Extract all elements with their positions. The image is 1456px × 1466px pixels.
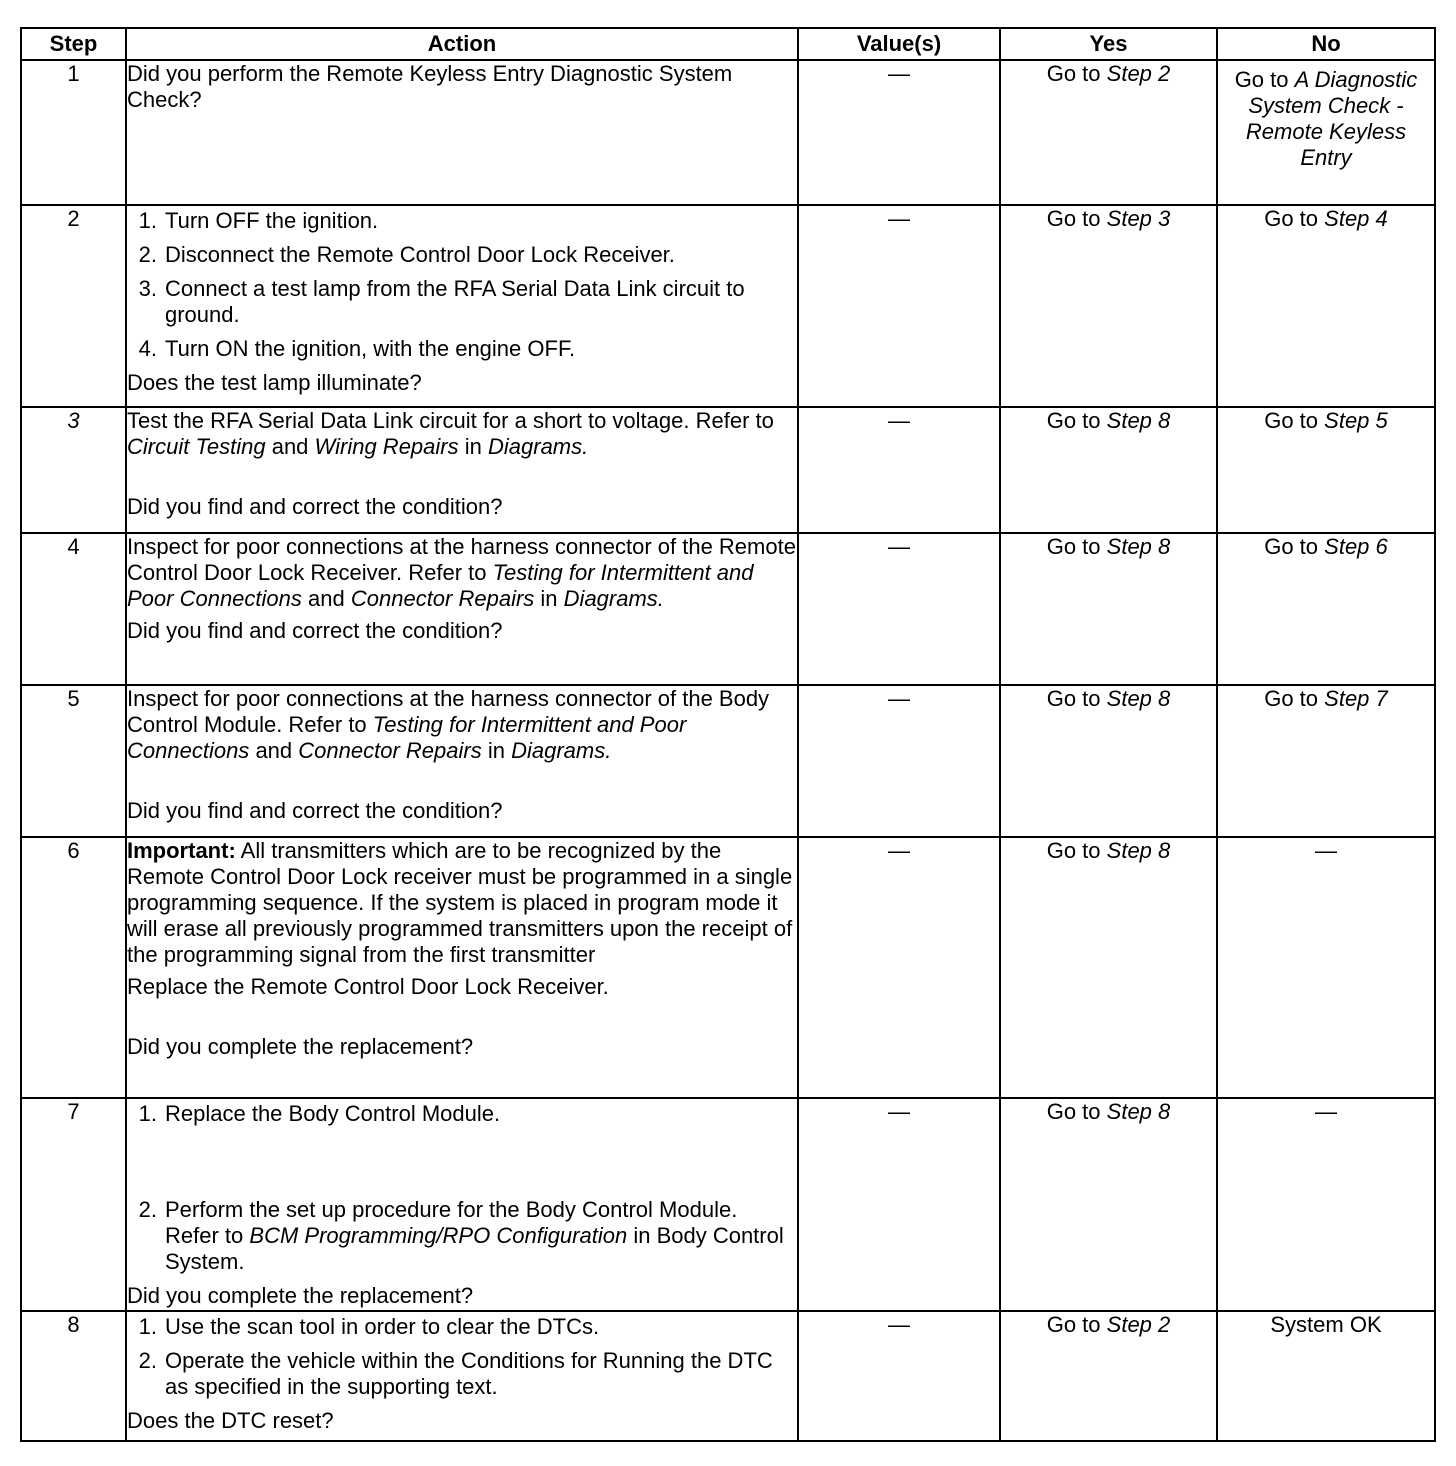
header-step: Step [21, 28, 126, 60]
value-cell: — [798, 60, 1000, 205]
yes-step-link[interactable]: Step 3 [1106, 206, 1171, 231]
yes-cell: Go to Step 2 [1000, 60, 1217, 205]
table-row [21, 60, 1435, 205]
action-cell [126, 60, 798, 205]
action-steps-list [127, 1314, 797, 1400]
action-question: Did you find and correct the condition? [127, 494, 503, 519]
table-row [21, 837, 1435, 1098]
value-cell: — [798, 1311, 1000, 1441]
action-question: Does the DTC reset? [127, 1408, 334, 1433]
action-cell [126, 205, 798, 407]
action-cell: Inspect for poor connections at the harness connector of the Remote Control Door Lock Receiver. Refer to Testing for Intermittent and Poor Connections and Connector Repairs in Diagrams. Did you find and correct the condition? [126, 533, 798, 685]
step-number: 5 [21, 685, 126, 837]
no-cell: Go to Step 4 [1217, 205, 1435, 407]
action-question: Did you complete the replacement? [127, 1034, 474, 1059]
value-cell: — [798, 407, 1000, 533]
action-question: Did you find and correct the condition? [127, 798, 503, 823]
diagnostic-table [20, 27, 1436, 1442]
no-step-link[interactable]: Step 6 [1324, 534, 1388, 559]
list-item: 2. Disconnect the Remote Control Door Lock Receiver. [138, 242, 675, 267]
value-cell: — [798, 685, 1000, 837]
yes-step-link[interactable]: Step 8 [1106, 534, 1171, 559]
header-yes: Yes [1000, 28, 1217, 60]
no-step-link[interactable]: A Diagnostic System Check - Remote Keyless Entry [1245, 67, 1418, 170]
no-cell: System OK [1217, 1311, 1435, 1441]
no-cell: Go to A Diagnostic System Check - Remote Keyless Entry [1217, 60, 1435, 205]
list-item: 4. Turn ON the ignition, with the engine OFF. [138, 336, 576, 361]
yes-cell: Go to Step 2 [1000, 1311, 1217, 1441]
step-number: 6 [21, 837, 126, 1098]
action-steps-list [127, 208, 797, 362]
yes-step-link[interactable]: Step 2 [1106, 1312, 1171, 1337]
table-row [21, 685, 1435, 837]
action-question: Does the test lamp illuminate? [127, 370, 422, 395]
value-cell: — [798, 205, 1000, 407]
step-number: 1 [21, 60, 126, 205]
list-item: 2. Operate the vehicle within the Conditions for Running the DTC as specified in the supporting text. [138, 1348, 773, 1399]
list-item: 2. Perform the set up procedure for the Body Control Module. Refer to BCM Programming/RPO Configuration in Body Control System. [138, 1197, 784, 1274]
action-cell: Inspect for poor connections at the harness connector of the Body Control Module. Refer to Testing for Intermittent and Poor Connections and Connector Repairs in Diagrams. Did you find and correct the condition? [126, 685, 798, 837]
value-cell: — [798, 533, 1000, 685]
header-row [21, 28, 1435, 60]
table-row [21, 205, 1435, 407]
header-no: No [1217, 28, 1435, 60]
step-number: 2 [21, 205, 126, 407]
yes-cell: Go to Step 8 [1000, 837, 1217, 1098]
yes-cell: Go to Step 8 [1000, 685, 1217, 837]
table-row [21, 1311, 1435, 1441]
action-cell [126, 837, 798, 1098]
table-row [21, 533, 1435, 685]
yes-step-link[interactable]: Step 8 [1106, 686, 1171, 711]
no-cell: — [1217, 1098, 1435, 1311]
list-item: 1. Use the scan tool in order to clear the DTCs. [138, 1314, 600, 1339]
yes-step-link[interactable]: Step 8 [1106, 1099, 1171, 1124]
value-cell: — [798, 837, 1000, 1098]
action-question: Did you complete the replacement? [127, 1283, 474, 1308]
table-row [21, 407, 1435, 533]
step-number: 4 [21, 533, 126, 685]
step-number: 3 [21, 407, 126, 533]
yes-step-link[interactable]: Step 8 [1106, 838, 1171, 863]
yes-cell: Go to Step 3 [1000, 205, 1217, 407]
list-item: 1. Turn OFF the ignition. [138, 208, 379, 233]
action-cell: Test the RFA Serial Data Link circuit for a short to voltage. Refer to Circuit Testing and Wiring Repairs in Diagrams. Did you find and correct the condition? [126, 407, 798, 533]
important-text: All transmitters which are to be recognized by the Remote Control Door Lock receiver must be programmed in a single programming sequence. If the system is placed in program mode it will erase all previously programmed transmitters upon the receipt of the programming signal from the first transmitter [127, 838, 793, 967]
no-step-link[interactable]: Step 5 [1324, 408, 1388, 433]
table-row [21, 1098, 1435, 1311]
yes-cell: Go to Step 8 [1000, 533, 1217, 685]
no-cell: Go to Step 7 [1217, 685, 1435, 837]
yes-step-link[interactable]: Step 2 [1106, 61, 1171, 86]
list-item: 1. Replace the Body Control Module. [138, 1101, 501, 1126]
yes-cell: Go to Step 8 [1000, 407, 1217, 533]
action-question: Did you find and correct the condition? [127, 618, 503, 643]
action-instruction: Replace the Remote Control Door Lock Receiver. [127, 974, 609, 999]
important-label: Important: [127, 838, 236, 863]
action-cell [126, 1098, 798, 1311]
step-number: 7 [21, 1098, 126, 1311]
no-step-link[interactable]: Step 7 [1324, 686, 1388, 711]
action-text: Did you perform the Remote Keyless Entry Diagnostic System Check? [127, 61, 733, 112]
action-steps-list [127, 1101, 797, 1127]
yes-step-link[interactable]: Step 8 [1106, 408, 1171, 433]
step-number: 8 [21, 1311, 126, 1441]
action-cell [126, 1311, 798, 1441]
value-cell: — [798, 1098, 1000, 1311]
no-step-link[interactable]: Step 4 [1324, 206, 1388, 231]
action-steps-list [127, 1197, 797, 1275]
header-action: Action [126, 28, 798, 60]
list-item: 3. Connect a test lamp from the RFA Serial Data Link circuit to ground. [138, 276, 745, 327]
header-values: Value(s) [798, 28, 1000, 60]
no-cell: Go to Step 6 [1217, 533, 1435, 685]
yes-cell: Go to Step 8 [1000, 1098, 1217, 1311]
no-cell: Go to Step 5 [1217, 407, 1435, 533]
no-cell: — [1217, 837, 1435, 1098]
